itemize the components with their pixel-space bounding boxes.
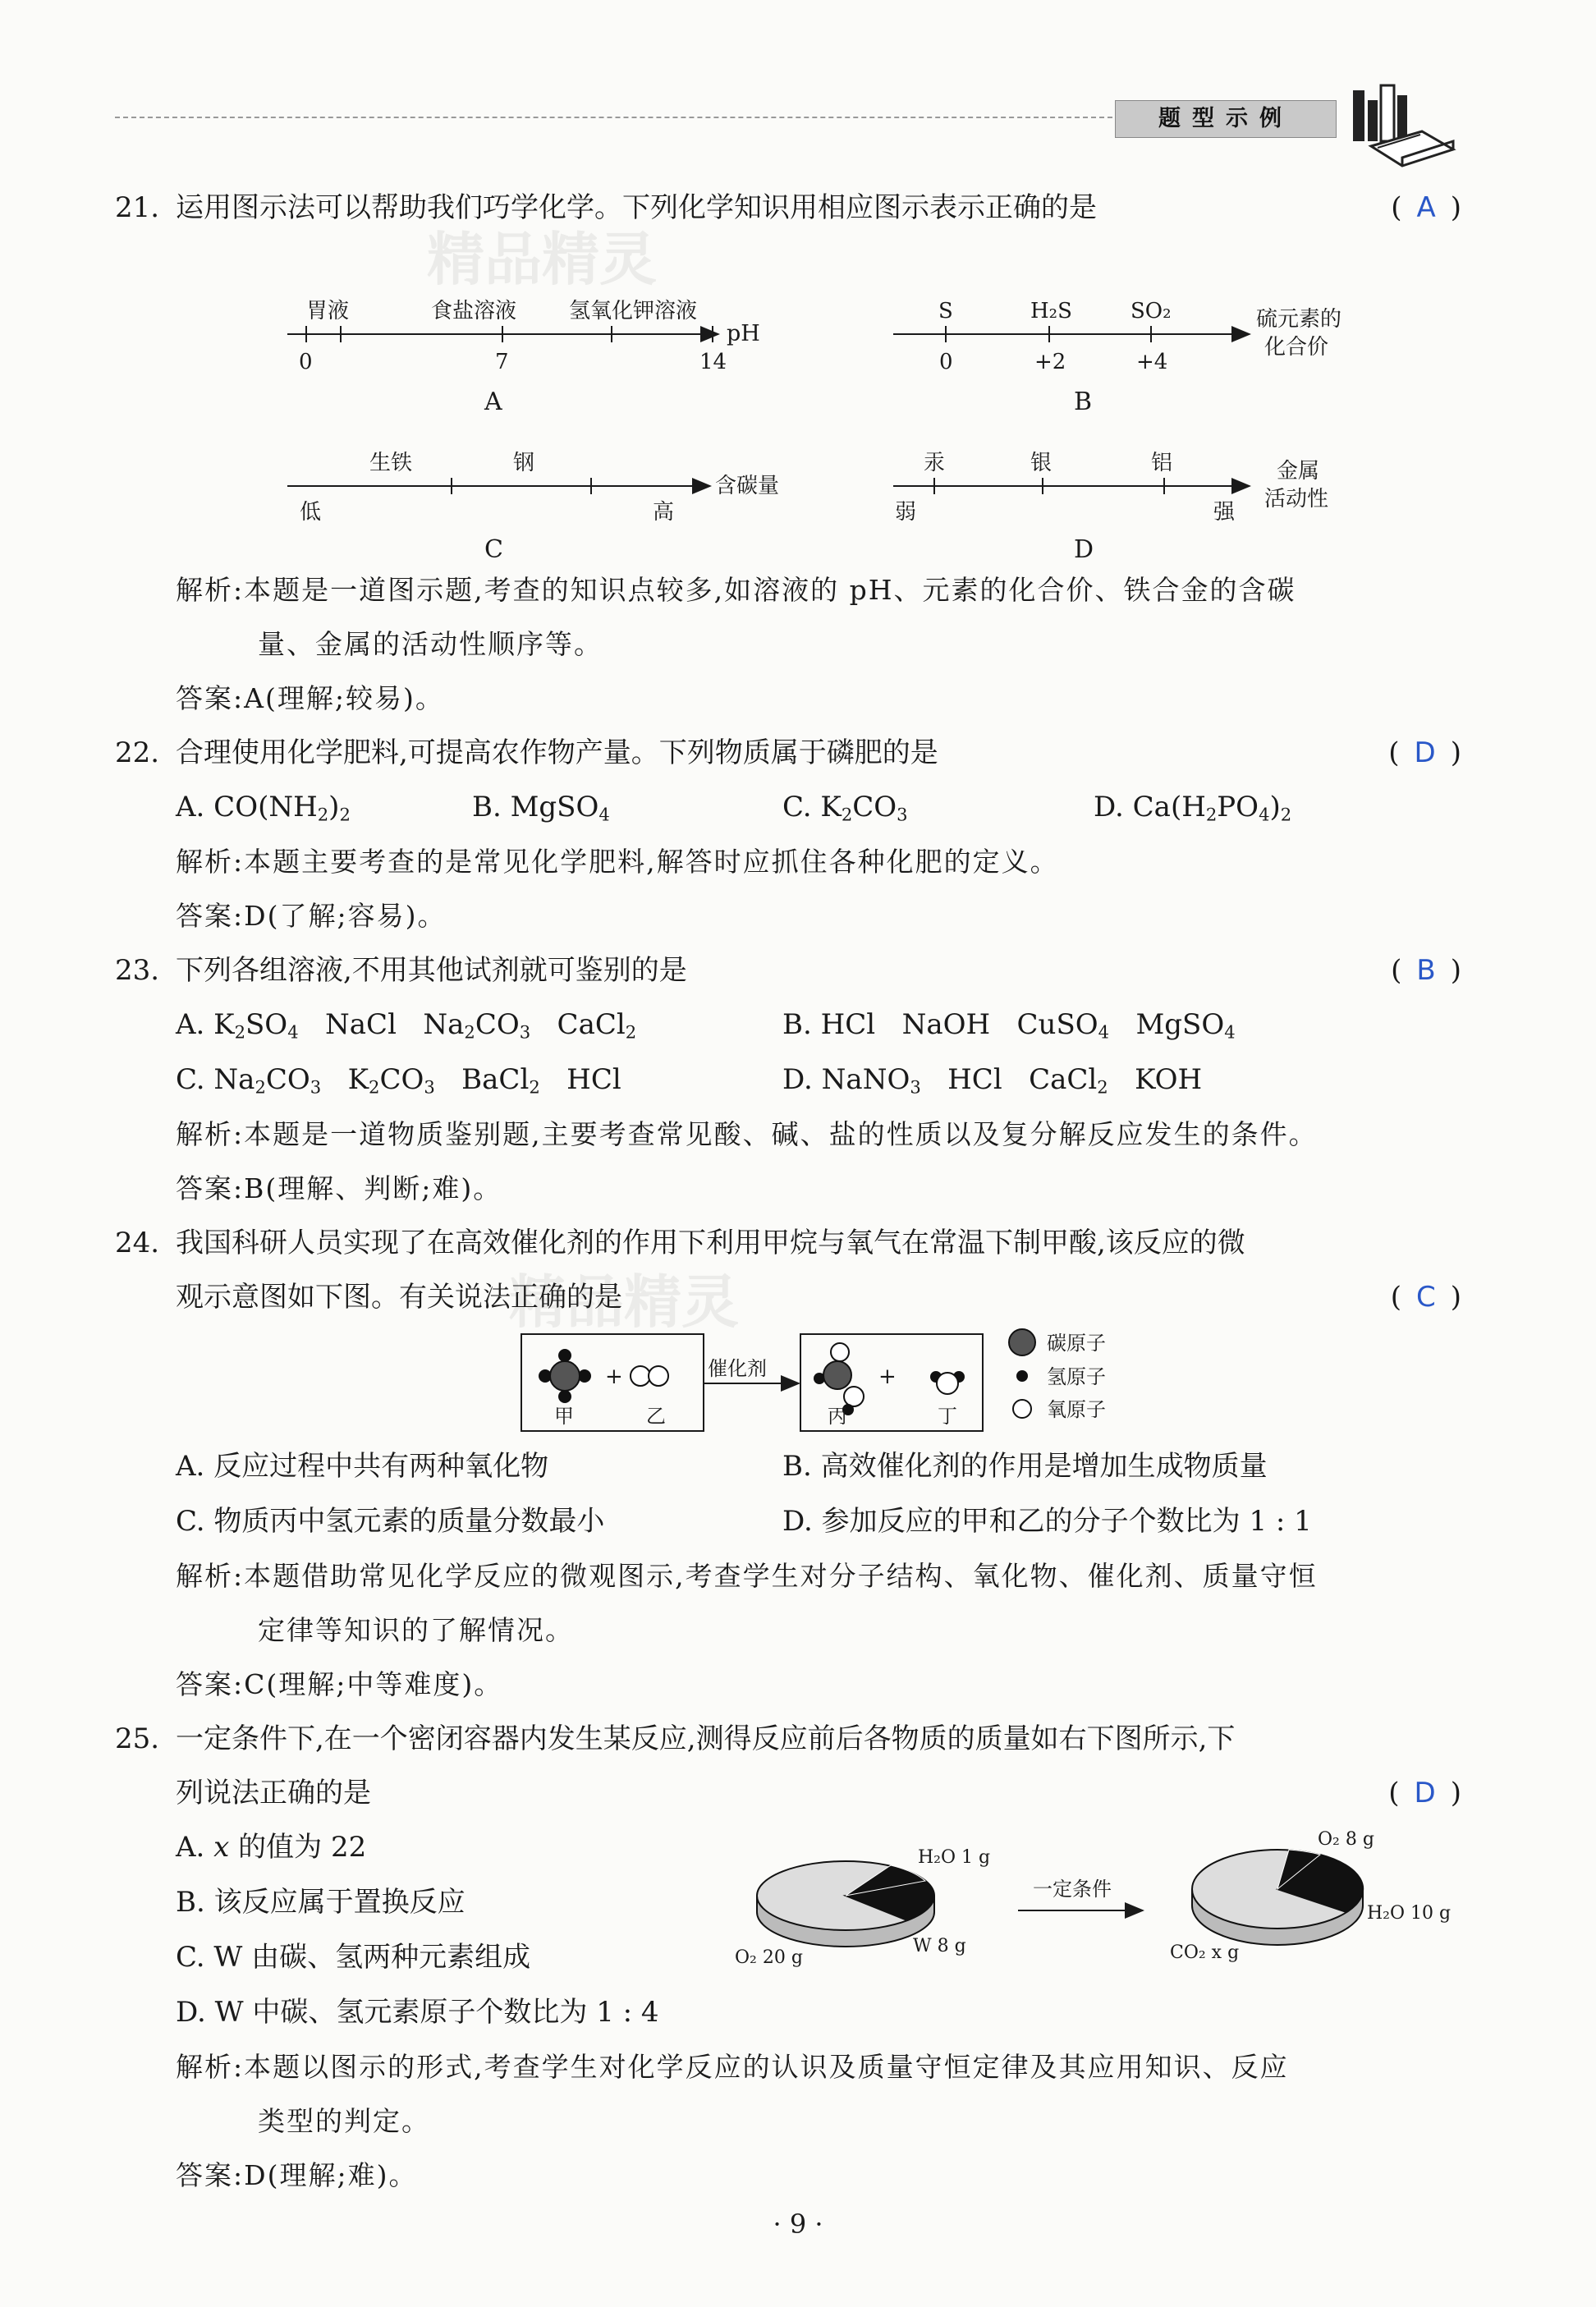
tick-label: 0 [299,350,313,374]
label-before-h2o: H₂O 1 g [918,1847,991,1868]
q25-answer-line: 答案:D(理解;难)。 [176,2159,418,2191]
question-number: 24. [115,1227,160,1259]
question-23 [115,943,1461,998]
label-after-co2: CO₂ x g [1170,1942,1240,1963]
option-label: B. [472,791,502,823]
q23-options-row-2 [115,1053,1461,1108]
q24-analysis [115,1549,1461,1658]
books-logo-icon [1346,82,1461,172]
answer-letter: B [1416,954,1436,987]
analysis-line: 解析:本题以图示的形式,考查学生对化学反应的认识及质量守恒定律及其应用知识、反应 [176,2051,1289,2083]
label-jia: 甲 [554,1405,574,1428]
axis-label: 活动性 [1264,487,1329,511]
watermark: 精品精灵 [427,226,657,293]
figure-caption: A [484,388,502,416]
answer-parenthesis: ( D ) [1388,736,1461,769]
micro-reaction-diagram [115,1324,1461,1439]
oxygen-molecule [631,1366,668,1386]
option-text: 的值为 22 [229,1831,367,1864]
figure-c [287,451,779,563]
figure-a [287,299,760,416]
question-21 [115,181,1461,235]
figure-caption: C [484,535,503,563]
label-after-o2: O₂ 8 g [1318,1829,1374,1850]
option-label: A. [176,791,205,823]
q21-answer-line: 答案:A(理解;较易)。 [176,682,444,714]
analysis-line: 定律等知识的了解情况。 [258,1614,574,1646]
q21-analysis [115,563,1461,672]
q23-answer-line: 答案:B(理解、判断;难)。 [176,1172,502,1204]
label-before-o2: O₂ 20 g [735,1947,803,1968]
option-b: B. MgSO$_4$ [472,791,610,825]
option-a: A. 反应过程中共有两种氧化物 [176,1450,549,1483]
question-stem: 我国科研人员实现了在高效催化剂的作用下利用甲烷与氧气在常温下制甲酸,该反应的微 [176,1227,1245,1259]
option-b: B. 高效催化剂的作用是增加生成物质量 [782,1450,1268,1483]
option-a: A. $K_2SO_4$ NaCl $Na_2CO_3$ CaCl$_2$ [176,1008,637,1043]
label-salt-solution: 食盐溶液 [431,299,517,323]
catalyst-label: 催化剂 [708,1357,767,1380]
legend-hydrogen: 氢原子 [1047,1365,1106,1388]
analysis-line: 量、金属的活动性顺序等。 [258,628,603,660]
label-gastric-juice: 胃液 [306,299,350,323]
pie-before [735,1847,990,1968]
tick-label: +4 [1136,350,1168,374]
tick-label: 7 [495,350,509,374]
label-aluminum: 铝 [1151,451,1173,475]
tick-label: +2 [1034,350,1066,374]
option-d: D. $Ca(H_2PO_4)_2$ [1094,791,1292,825]
label-low: 低 [300,500,322,525]
question-22 [115,726,1461,780]
option-a: A. $CO(NH_2)_2$ [176,791,351,825]
axis-label: 硫元素的 [1256,307,1342,332]
question-stem: 一定条件下,在一个密闭容器内发生某反应,测得反应前后各物质的质量如右下图所示,下 [176,1722,1236,1755]
q25-analysis [115,2040,1461,2149]
q22-options [115,780,1461,835]
page-content [115,181,1461,2203]
mass-pie-charts [115,1820,1461,1984]
option-label: C. [782,791,812,823]
question-stem: 合理使用化学肥料,可提高农作物产量。下列物质属于磷肥的是 [176,736,938,769]
question-25 [115,1712,1461,1820]
label-steel: 钢 [513,451,535,475]
label-koh-solution: 氢氧化钾溶液 [569,299,698,323]
option-d: D. NaNO$_3$ HCl CaCl$_2$ KOH [782,1063,1203,1098]
option-label: D. [782,1063,813,1096]
option-label: D. [1094,791,1124,823]
question-stem: 观示意图如下图。有关说法正确的是 [176,1281,622,1314]
answer-letter: A [1416,191,1436,224]
q22-answer-line: 答案:D(了解;容易)。 [176,900,447,932]
q24-options-row-1 [115,1439,1461,1494]
answer-parenthesis: ( C ) [1390,1281,1461,1314]
option-b: B. HCl NaOH CuSO$_4$ MgSO$_4$ [782,1008,1236,1043]
figure-d [893,451,1328,563]
answer-parenthesis: ( A ) [1391,191,1461,224]
option-b: B. 该反应属于置换反应 [176,1886,466,1919]
water-molecule [930,1371,965,1394]
analysis-line: 解析:本题是一道图示题,考查的知识点较多,如溶液的 pH、元素的化合价、铁合金的含碳 [176,574,1296,606]
option-c: C. $K_2CO_3$ [782,791,908,825]
label-before-w: W 8 g [913,1936,966,1956]
option-label: A. [176,1008,205,1041]
label-weak: 弱 [895,500,917,525]
q23-analysis: 解析:本题是一道物质鉴别题,主要考查常见酸、碱、盐的性质以及复分解反应发生的条件。 [176,1118,1318,1150]
figure-b [893,299,1341,416]
option-d: D. 参加反应的甲和乙的分子个数比为 1 : 1 [782,1505,1312,1538]
label-pig-iron: 生铁 [369,451,413,475]
label-after-h2o: H₂O 10 g [1367,1903,1452,1924]
plus-sign: + [878,1364,897,1389]
label-strong: 强 [1213,500,1236,525]
figure-caption: B [1074,388,1093,416]
atom-legend [1009,1329,1106,1421]
q23-options-row-1 [115,998,1461,1053]
question-stem: 下列各组溶液,不用其他试剂就可鉴别的是 [176,954,687,987]
question-24 [115,1216,1461,1324]
label-ding: 丁 [938,1405,957,1428]
question-number: 25. [115,1722,160,1755]
condition-label: 一定条件 [1033,1878,1112,1901]
pie-after [1170,1829,1451,1963]
q21-figures [115,235,1461,563]
q21-number-lines [115,235,1461,563]
label-h2s: H₂S [1030,299,1072,323]
answer-letter: D [1414,736,1436,769]
label-bing: 丙 [828,1405,847,1428]
header-divider [115,117,1112,118]
methane-molecule [539,1349,591,1403]
answer-parenthesis: ( B ) [1391,954,1461,987]
analysis-line: 解析:本题借助常见化学反应的微观图示,考查学生对分子结构、氧化物、催化剂、质量守恒 [176,1560,1318,1592]
q24-figure [115,1324,1461,1439]
label-yi: 乙 [646,1405,666,1428]
legend-oxygen: 氧原子 [1047,1398,1106,1421]
tick-label: 14 [699,350,727,374]
question-stem: 运用图示法可以帮助我们巧学化学。下列化学知识用相应图示表示正确的是 [176,191,1097,224]
axis-label: 化合价 [1264,335,1329,360]
watermark: 精品精灵 [509,1268,739,1336]
axis-label: 含碳量 [715,474,780,498]
label-mercury: 汞 [924,451,946,475]
label-high: 高 [653,500,675,525]
plus-sign: + [605,1364,623,1389]
option-c: C. $Na_2CO_3$ $K_2CO_3$ BaCl$_2$ HCl [176,1063,621,1098]
figure-caption: D [1074,535,1094,563]
question-number: 22. [115,736,160,769]
question-number: 21. [115,191,160,224]
option-c: C. W 由碳、氢两种元素组成 [176,1941,531,1974]
answer-parenthesis: ( D ) [1388,1777,1461,1809]
page-number: · 9 · [773,2208,823,2240]
q25-block [115,1820,1461,2040]
variable-x: x [213,1831,230,1864]
answer-letter: D [1414,1777,1436,1809]
section-tag: 题型示例 [1115,100,1337,138]
tick-label: 0 [939,350,953,374]
option-d: D. W 中碳、氢元素原子个数比为 1 : 4 [176,1996,659,2029]
option-label: A. [176,1831,214,1864]
q22-analysis: 解析:本题主要考查的是常见化学肥料,解答时应抓住各种化肥的定义。 [176,846,1059,878]
analysis-line: 类型的判定。 [258,2105,430,2137]
page-header [115,82,1461,172]
label-s: S [938,299,953,323]
question-number: 23. [115,954,160,987]
answer-letter: C [1415,1281,1436,1314]
label-so2: SO₂ [1130,299,1172,323]
label-silver: 银 [1030,451,1053,475]
question-stem: 列说法正确的是 [176,1777,371,1809]
option-label: C. [176,1063,205,1096]
q24-answer-line: 答案:C(理解;中等难度)。 [176,1668,503,1700]
legend-carbon: 碳原子 [1047,1332,1106,1355]
option-label: B. [782,1008,812,1041]
q24-options-row-2 [115,1494,1461,1549]
axis-label: 金属 [1277,459,1320,484]
option-c: C. 物质丙中氢元素的质量分数最小 [176,1505,605,1538]
axis-label: pH [727,321,760,346]
